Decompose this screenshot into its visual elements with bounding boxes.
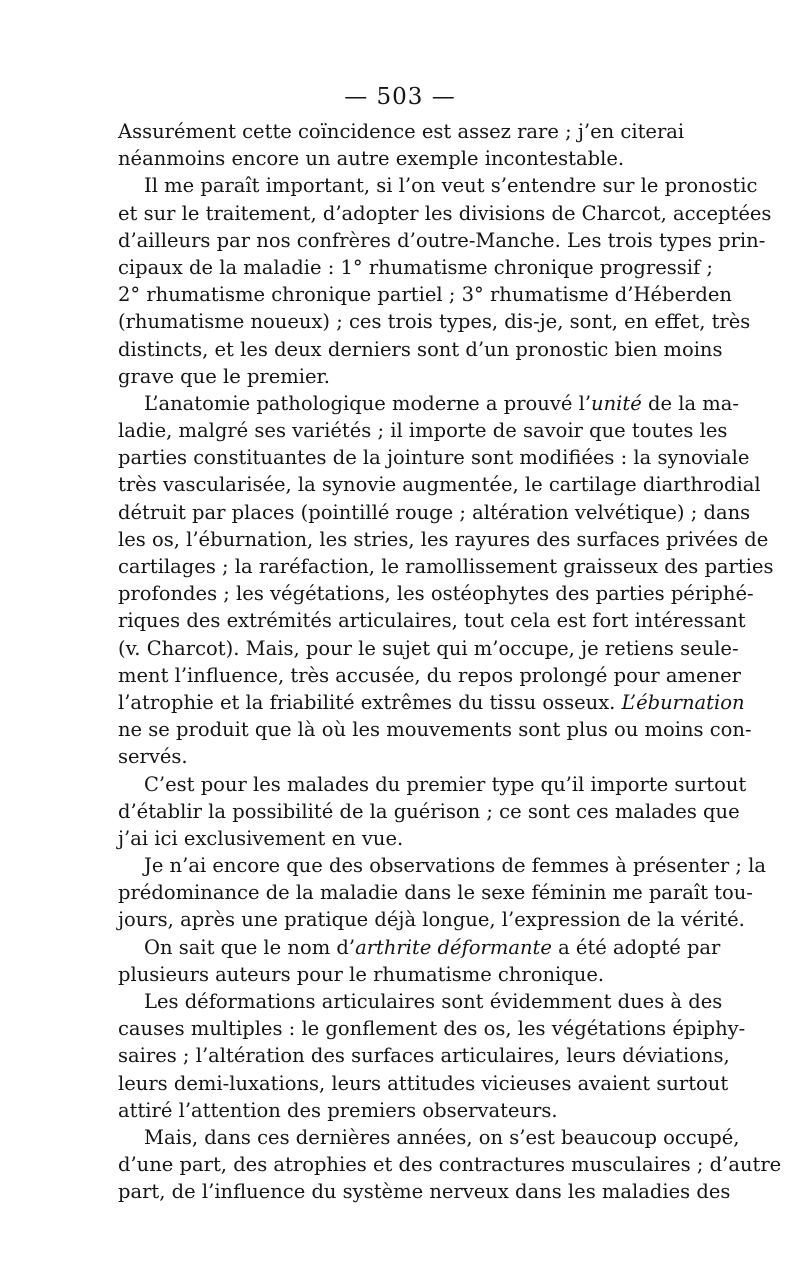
text-run: On sait que le nom d’ xyxy=(144,935,356,959)
text-line xyxy=(118,336,723,363)
text-run: d’une part, des atrophies et des contractures musculaires ; d’autre xyxy=(118,1153,782,1177)
text-line xyxy=(118,580,754,607)
text-run: de la ma- xyxy=(641,391,739,415)
text-line xyxy=(118,172,758,199)
text-run: les os, l’éburnation, les stries, les rayures des surfaces privées de xyxy=(118,527,769,551)
text-run: distincts, et les deux derniers sont d’un pronostic bien moins xyxy=(118,337,723,361)
text-run: riques des extrémités articulaires, tout cela est fort intéressant xyxy=(118,609,746,633)
paragraph xyxy=(118,988,746,1124)
text-line xyxy=(118,553,774,580)
text-line xyxy=(118,852,767,879)
paragraph xyxy=(118,771,747,853)
text-line xyxy=(118,145,682,172)
text-run: saires ; l’altération des surfaces articulaires, leurs déviations, xyxy=(118,1044,730,1068)
text-run: (rhumatisme noueux) ; ces trois types, dis-je, sont, en effet, très xyxy=(118,310,751,334)
text-run: Assurément cette coïncidence est assez rare ; j’en citerai xyxy=(118,120,685,143)
text-run: néanmoins encore un autre exemple incontestable. xyxy=(118,147,625,171)
paragraph xyxy=(118,852,767,934)
text-line xyxy=(118,471,761,498)
text-line xyxy=(118,716,752,743)
text-line xyxy=(118,281,732,308)
text-run: cipaux de la maladie : 1° rhumatisme chronique progressif ; xyxy=(118,255,713,279)
text-run: Les déformations articulaires sont évidemment dues à des xyxy=(144,990,723,1013)
text-run: grave que le premier. xyxy=(118,364,330,388)
text-run: attiré l’attention des premiers observateurs. xyxy=(118,1098,558,1122)
italic-text: arthrite déformante xyxy=(355,935,552,959)
text-run: détruit par places (pointillé rouge ; altération velvétique) ; dans xyxy=(118,500,751,524)
text-run: d’établir la possibilité de la guérison ; ce sont ces malades que xyxy=(118,799,740,823)
italic-text: unité xyxy=(591,391,642,415)
text-run: cartilages ; la raréfaction, le ramollissement graisseux des parties xyxy=(118,555,774,578)
text-run: ladie, malgré ses variétés ; il importe de savoir que toutes les xyxy=(118,419,728,443)
page-number: — 503 — xyxy=(344,84,456,110)
paragraph xyxy=(118,1124,782,1206)
text-line xyxy=(118,798,740,825)
text-run: servés. xyxy=(118,745,188,769)
paragraph xyxy=(118,390,774,771)
italic-text: L’éburnation xyxy=(621,690,745,714)
paragraph xyxy=(118,934,721,988)
text-line xyxy=(118,363,682,390)
text-line xyxy=(118,1178,731,1205)
text-line xyxy=(118,689,745,716)
paragraph xyxy=(118,118,685,172)
text-run: j’ai ici exclusivement en vue. xyxy=(118,826,404,850)
text-line xyxy=(118,200,772,227)
text-run: 2° rhumatisme chronique partiel ; 3° rhumatisme d’Héberden xyxy=(118,283,732,307)
text-line xyxy=(118,1097,682,1124)
text-run: causes multiples : le gonflement des os, les végétations épiphy- xyxy=(118,1017,746,1041)
text-run: Je n’ai encore que des observations de femmes à présenter ; la xyxy=(144,854,767,878)
text-line xyxy=(118,662,742,689)
text-run: (v. Charcot). Mais, pour le sujet qui m’occupe, je retiens seule- xyxy=(118,636,739,660)
text-line xyxy=(118,118,685,145)
text-line xyxy=(118,526,769,553)
text-run: très vascularisée, la synovie augmentée, le cartilage diarthrodial xyxy=(118,473,761,497)
text-run: jours, après une pratique déjà longue, l’expression de la vérité. xyxy=(118,908,745,932)
text-line xyxy=(118,1124,740,1151)
text-line xyxy=(118,879,753,906)
text-line xyxy=(118,1015,746,1042)
body-text xyxy=(118,118,782,1206)
text-line xyxy=(118,743,682,770)
text-run: profondes ; les végétations, les ostéophytes des parties périphé- xyxy=(118,582,754,606)
paragraph xyxy=(118,172,772,390)
text-line xyxy=(118,1042,730,1069)
text-line xyxy=(118,499,751,526)
text-line xyxy=(118,444,750,471)
text-run: plusieurs auteurs pour le rhumatisme chronique. xyxy=(118,962,605,986)
text-run: prédominance de la maladie dans le sexe féminin me paraît tou- xyxy=(118,881,753,905)
text-line xyxy=(118,1151,782,1178)
text-line xyxy=(118,635,739,662)
text-line xyxy=(118,227,766,254)
text-run: a été adopté par xyxy=(551,935,721,959)
text-run: Il me paraît important, si l’on veut s’entendre sur le pronostic xyxy=(144,174,758,198)
text-line xyxy=(118,254,713,281)
text-line xyxy=(118,390,739,417)
text-run: ne se produit que là où les mouvements sont plus ou moins con- xyxy=(118,718,752,742)
text-run: C’est pour les malades du premier type qu’il importe surtout xyxy=(144,772,747,796)
text-line xyxy=(118,771,747,798)
text-line xyxy=(118,988,723,1015)
text-line xyxy=(118,308,751,335)
text-line xyxy=(118,607,746,634)
text-run: ment l’influence, très accusée, du repos prolongé pour amener xyxy=(118,663,742,687)
text-run: leurs demi-luxations, leurs attitudes vicieuses avaient surtout xyxy=(118,1071,729,1095)
text-run: L’anatomie pathologique moderne a prouvé l’ xyxy=(144,391,592,415)
text-run: l’atrophie et la friabilité extrêmes du tissu osseux. xyxy=(118,690,622,714)
text-line xyxy=(118,906,745,933)
text-line xyxy=(118,417,728,444)
text-line xyxy=(118,1070,729,1097)
text-run: part, de l’influence du système nerveux dans les maladies des xyxy=(118,1180,731,1204)
text-run: et sur le traitement, d’adopter les divisions de Charcot, acceptées xyxy=(118,201,772,225)
text-run: parties constituantes de la jointure sont modifiées : la synoviale xyxy=(118,446,750,470)
text-line xyxy=(118,934,721,961)
text-run: d’ailleurs par nos confrères d’outre-Manche. Les trois types prin- xyxy=(118,228,766,252)
text-line xyxy=(118,961,682,988)
text-line xyxy=(118,825,682,852)
text-run: Mais, dans ces dernières années, on s’est beaucoup occupé, xyxy=(144,1125,740,1149)
